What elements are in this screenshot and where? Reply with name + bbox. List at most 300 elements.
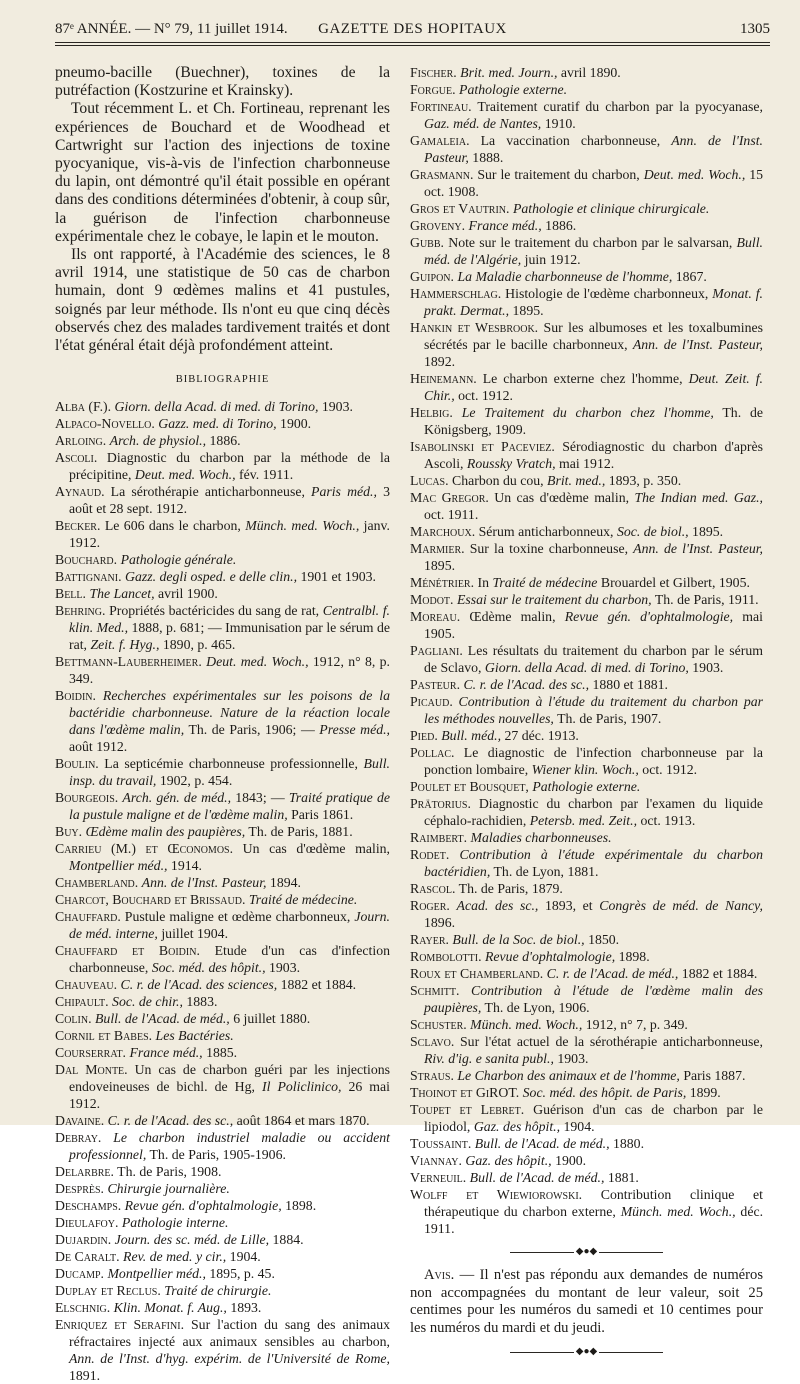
entry-text: Brouardel et Gilbert, 1905. [597, 575, 750, 590]
entry-author: Bouchard. [55, 552, 118, 568]
entry-text: Œdème malin, [460, 609, 565, 624]
entry-author: Courserrat. [55, 1045, 126, 1061]
entry-source: Gaz. méd. de Nantes, [424, 116, 542, 131]
entry-author: Rayer. [410, 932, 449, 947]
entry-text: 26 mai 1912. [69, 1079, 390, 1112]
entry-source: Contribution à l'étude expérimentale du charbon bactéridien, [424, 847, 764, 879]
entry-text: avril 1890. [557, 65, 621, 80]
entry-author: Debray. [55, 1130, 102, 1146]
bibliography-entry [410, 523, 763, 540]
entry-text: avril 1900. [154, 586, 218, 602]
entry-author: Pagliani. [410, 643, 463, 658]
entry-author: Boulin. [55, 756, 99, 772]
entry-text: Un cas d'œdème malin, [488, 490, 635, 505]
bibliography-entry [55, 1282, 390, 1299]
bibliography-entry [410, 217, 763, 234]
entry-text: 1910. [541, 116, 576, 131]
entry-text: 1914. [167, 858, 202, 874]
separator-ornament: ◆●◆ [410, 1241, 763, 1263]
entry-text: Sur les albumoses et les toxalbumines sécrétés par le bacille charbonneux, [424, 320, 763, 352]
entry-text: fév. 1911. [235, 467, 294, 483]
entry-author: Deschamps. [55, 1198, 122, 1214]
entry-source: Bull. méd. de l'Algérie, [424, 235, 763, 267]
entry-author: Sclavo. [410, 1034, 455, 1049]
entry-author: Becker. [55, 518, 101, 534]
entry-source: Deut. med. Woch., [643, 167, 746, 182]
entry-source: C. r. de l'Acad. des sc., [463, 677, 590, 692]
entry-text: Paris 1861. [287, 807, 354, 823]
entry-author: Chauffard. [55, 909, 121, 925]
entry-author: Dieulafoy. [55, 1215, 119, 1231]
entry-text: janv. 1912. [69, 518, 390, 551]
entry-text [449, 847, 459, 862]
bibliography-entry [410, 166, 763, 200]
article-paragraph: pneumo-bacille (Buechner), toxines de la putréfaction (Kostzurine et Krainsky). [55, 64, 390, 100]
header-rule-top [55, 42, 770, 43]
bibliography-entry [410, 1084, 763, 1101]
entry-text: 27 déc. 1913. [501, 728, 579, 743]
bibliography-entry [55, 1197, 390, 1214]
entry-text: Th. de Paris, 1879. [455, 881, 563, 896]
entry-text: Le diagnostic de l'infection charbonneuse par la ponction lombaire, [424, 745, 763, 777]
article-text [55, 64, 390, 355]
entry-text: La sérothérapie anticharbonneuse, [104, 484, 312, 500]
entry-source: Recherches expérimentales sur les poisons de la bactéridie charbonneuse. Nature de la réaction locale dans l'œdème malin, [69, 688, 390, 738]
entry-author: Fischer. [410, 65, 457, 80]
entry-author: Picaud. [410, 694, 453, 709]
entry-source: Les Bactéries. [155, 1028, 234, 1044]
entry-source: Brit. med., [547, 473, 606, 488]
article-paragraph: Tout récemment L. et Ch. Fortineau, reprenant les expériences de Bouchard et de Woodhead et Cartwright sur l'action des injections de toxine pyocyanique, vis-à-vis de l'infection charbonneuse du lapin, ont démontré qu'il était possible en opérant dans des conditions déterminées d'obtenir, à coup sûr, la guérison de l'infection charbonneuse expérimentale chez le cobaye, le lapin et le mouton. [55, 100, 390, 245]
entry-text: Sur l'action du sang des animaux réfractaires injecté aux animaux sensibles au charbon, [69, 1317, 390, 1350]
entry-author: Heinemann. [410, 371, 477, 386]
entry-source: Le charbon industriel maladie ou accident professionnel, [69, 1130, 390, 1163]
entry-source: Soc. méd. des hôpit., [151, 960, 266, 976]
entry-text: 1898. [615, 949, 650, 964]
bibliography-entry [55, 1129, 390, 1163]
entry-author: Bell. [55, 586, 86, 602]
entry-text: 15 oct. 1908. [424, 167, 763, 199]
entry-author: Modot. [410, 592, 454, 607]
notice-paragraph [410, 1267, 763, 1337]
entry-text: Sérodiagnostic du charbon d'après Ascoli, [424, 439, 763, 471]
entry-source: Klin. Monat. f. Aug., [113, 1300, 227, 1316]
bibliography-entry [410, 1101, 763, 1135]
entry-author: Ducamp. [55, 1266, 104, 1282]
entry-author: Alba (F.). [55, 399, 112, 415]
entry-text: août 1912. [69, 739, 128, 755]
entry-author: Roux et Chamberland. [410, 966, 544, 981]
entry-source: Münch. med. Woch., [620, 1204, 736, 1219]
entry-text: Th. de Paris, 1881. [245, 824, 353, 840]
entry-text: 1850. [584, 932, 620, 947]
bibliography-entry [55, 585, 390, 602]
entry-text: Sur la toxine charbonneuse, [464, 541, 634, 556]
entry-text: Le charbon externe chez l'homme, [476, 371, 689, 386]
entry-source: Bull. de la Soc. de biol., [452, 932, 585, 947]
entry-author: Pied. [410, 728, 438, 743]
entry-author: Guipon. [410, 269, 454, 284]
entry-source: Soc. de chir., [112, 994, 183, 1010]
entry-author: Wolff et Wiewiorowski. [410, 1187, 583, 1202]
entry-text: mai 1912. [555, 456, 615, 471]
entry-source: Paris méd., [311, 484, 377, 500]
bibliography-entry [55, 449, 390, 483]
bibliography-entry [410, 608, 763, 642]
entry-author: Rombolotti. [410, 949, 482, 964]
bibliography-entry [55, 398, 390, 415]
entry-text: Th. de Königsberg, 1909. [424, 405, 763, 437]
issue-info: 87ᵉ ANNÉE. — N° 79, 11 juillet 1914. [55, 21, 288, 37]
entry-text: Charbon du cou, [448, 473, 548, 488]
entry-source: Œdème malin des paupières, [85, 824, 246, 840]
entry-text: 1895. [688, 524, 724, 539]
entry-author: Chauveau. [55, 977, 118, 993]
bibliography-entry [55, 942, 390, 976]
entry-text: 1912, n° 8, p. 349. [69, 654, 391, 687]
entry-author: Duplay et Reclus. [55, 1283, 161, 1299]
bibliography-entry [410, 795, 763, 829]
entry-source: Ann. de l'Inst. d'hyg. expérim. de l'Université de Rome, [69, 1351, 390, 1367]
entry-text: Guérison d'un cas de charbon par le lipiodol, [424, 1102, 763, 1134]
entry-text: 1891. [69, 1368, 101, 1384]
entry-source: Arch. de physiol., [109, 433, 207, 449]
bibliography-entry [410, 1186, 763, 1237]
bibliography-entry [410, 1135, 763, 1152]
entry-source: Deut. Zeit. f. Chir., [424, 371, 763, 403]
entry-text: 1904. [226, 1249, 261, 1265]
entry-source: Montpellier méd., [107, 1266, 206, 1282]
entry-author: Hankin et Wesbrook. [410, 320, 539, 335]
entry-source: Gaz. des hôpit., [473, 1119, 561, 1134]
entry-author: Poulet et Bousquet, [410, 779, 529, 794]
entry-source: Deut. med. Woch., [134, 467, 236, 483]
entry-source: Bull. méd., [441, 728, 502, 743]
entry-text: 1903. [688, 660, 724, 675]
bibliography-entry [55, 976, 390, 993]
entry-text: 1900. [276, 416, 312, 432]
entry-source: C. r. de l'Acad. de méd., [546, 966, 679, 981]
entry-source: Essai sur le traitement du charbon, [456, 592, 652, 607]
entry-source: Pathologie et clinique chirurgicale. [512, 201, 710, 216]
entry-text: Etude d'un cas d'infection charbonneuse, [69, 943, 390, 976]
entry-source: Bull. de l'Acad. de méd., [474, 1136, 610, 1151]
bibliography-entry [55, 1316, 390, 1384]
entry-author: Isabolinski et Paceviez. [410, 439, 555, 454]
bibliography-entry [410, 1016, 763, 1033]
entry-text: Diagnostic du charbon par la méthode de la précipitine, [69, 450, 390, 483]
bibliography-entry [410, 676, 763, 693]
bibliography-entry [410, 319, 763, 370]
entry-source: Rev. de med. y cir., [123, 1249, 227, 1265]
entry-text: 3 août et 28 sept. 1912. [69, 484, 390, 517]
entry-author: Moreau. [410, 609, 461, 624]
bibliography-entry [410, 948, 763, 965]
entry-text: Th. de Paris, 1907. [553, 711, 662, 726]
entry-source: Centralbl. f. klin. Med., [69, 603, 390, 636]
entry-author: Marchoux. [410, 524, 476, 539]
entry-text: 1896. [424, 915, 456, 930]
entry-text: mai 1905. [424, 609, 763, 641]
entry-source: Gazz. med. di Torino, [158, 416, 277, 432]
entry-author: De Caralt. [55, 1249, 120, 1265]
entry-text: 1903. [318, 399, 353, 415]
entry-source: Journ. de méd. interne, [69, 909, 390, 942]
bibliography-entry [55, 1231, 390, 1248]
entry-author: Verneuil. [410, 1170, 467, 1185]
entry-author: Marmier. [410, 541, 465, 556]
entry-text: Th. de Paris, 1908. [113, 1164, 222, 1180]
entry-author: Boidin. [55, 688, 96, 704]
entry-text: 1895. [424, 558, 456, 573]
entry-text: 1890, p. 465. [159, 637, 236, 653]
entry-text: Paris 1887. [679, 1068, 746, 1083]
entry-text: 1883. [182, 994, 218, 1010]
entry-text: Traitement curatif du charbon par la pyocyanase, [471, 99, 763, 114]
entry-text: 6 juillet 1880. [229, 1011, 311, 1027]
entry-source: Il Policlinico, [262, 1079, 342, 1095]
entry-source: The Lancet, [89, 586, 155, 602]
entry-source: La Maladie charbonneuse de l'homme, [457, 269, 673, 284]
bibliography-entry [55, 687, 390, 755]
bibliography-entry [55, 551, 390, 568]
entry-text: 1901 et 1903. [297, 569, 376, 585]
entry-text: 1893, p. 350. [605, 473, 682, 488]
entry-source: Soc. méd. des hôpit. de Paris, [522, 1085, 687, 1100]
entry-source: France méd., [468, 218, 542, 233]
bibliography-entry [410, 931, 763, 948]
entry-text: La septicémie charbonneuse professionnelle, [98, 756, 364, 772]
bibliography-entry [410, 642, 763, 676]
entry-source: Ann. de l'Inst. Pasteur, [633, 541, 764, 556]
entry-text: Histologie de l'œdème charbonneux, [501, 286, 713, 301]
entry-author: Dujardin. [55, 1232, 112, 1248]
bibliography-list-right [410, 64, 763, 1237]
entry-text [101, 1130, 113, 1145]
entry-author: Raimbert. [410, 830, 468, 845]
entry-source: Giorn. della Acad. di med. di Torino, [114, 399, 319, 415]
bibliography-entry [55, 823, 390, 840]
bibliography-entry [410, 778, 763, 795]
entry-source: C. r. de l'Acad. des sc., [107, 1113, 234, 1129]
bibliography-entry [55, 1180, 390, 1197]
entry-text: 1894. [266, 875, 301, 891]
entry-source: Pathologie interne. [121, 1215, 229, 1231]
entry-text: 1881. [604, 1170, 639, 1185]
entry-author: Desprès. [55, 1181, 104, 1197]
entry-author: Roger. [410, 898, 450, 913]
entry-text: 1902, p. 454. [156, 773, 233, 789]
entry-source: Congrès de méd. de Nancy, [599, 898, 763, 913]
bibliography-entry [410, 370, 763, 404]
entry-source: Pathologie générale. [120, 552, 237, 568]
bibliography-entry [410, 1152, 763, 1169]
entry-source: Le Traitement du charbon chez l'homme, [461, 405, 714, 420]
entry-author: Chipault. [55, 994, 109, 1010]
left-column [55, 64, 391, 1384]
entry-text: Sérum anticharbonneux, [475, 524, 617, 539]
entry-author: Hammerschlag. [410, 286, 502, 301]
bibliography-entry [55, 840, 390, 874]
article-paragraph: Ils ont rapporté, à l'Académie des sciences, le 8 avril 1914, une statistique de 50 cas de charbon humain, dont 9 œdèmes malins et 41 pustules, soignés par leur méthode. Ils n'ont eu que cinq décès observés chez des malades tardivement traités et dont l'état général était déjà profondément atteint. [55, 246, 390, 355]
bibliography-entry [410, 285, 763, 319]
bibliography-entry [410, 81, 763, 98]
entry-author: Aynaud. [55, 484, 105, 500]
bibliography-heading: BIBLIOGRAPHIE [175, 374, 270, 386]
entry-author: Pasteur. [410, 677, 461, 692]
entry-author: Dal Monte. [55, 1062, 128, 1078]
entry-text [453, 405, 462, 420]
entry-source: France méd., [129, 1045, 203, 1061]
entry-source: Arch. gén. de méd., [122, 790, 232, 806]
entry-source: Petersb. med. Zeit., [529, 813, 638, 828]
entry-text: Note sur le traitement du charbon par le salvarsan, [443, 235, 737, 250]
bibliography-entry [410, 268, 763, 285]
entry-text: 1888, p. 681; — Immunisation par le sérum de rat, [69, 620, 390, 653]
entry-source: Bull. de l'Acad. de méd., [469, 1170, 605, 1185]
bibliography-entry [55, 891, 390, 908]
entry-text: oct. 1912. [638, 762, 698, 777]
entry-text: 1880 et 1881. [589, 677, 668, 692]
entry-text: Le 606 dans le charbon, [100, 518, 246, 534]
entry-text: 1886. [541, 218, 577, 233]
entry-author: Chamberland. [55, 875, 139, 891]
bibliography-entry [410, 1169, 763, 1186]
entry-author: Ménétrier. [410, 575, 475, 590]
entry-author: Elschnig. [55, 1300, 111, 1316]
bibliography-list-left [55, 398, 390, 1384]
bibliography-entry [410, 693, 763, 727]
entry-text: Th. de Paris, 1906; — [184, 722, 320, 738]
entry-author: Cornil et Babes. [55, 1028, 153, 1044]
entry-source: Presse méd., [319, 722, 391, 738]
entry-text: oct. 1913. [637, 813, 696, 828]
entry-source: Maladies charbonneuses. [470, 830, 612, 845]
entry-text [459, 983, 471, 998]
entry-author: Bettmann-Lauberheimer. [55, 654, 202, 670]
bibliography-entry [410, 540, 763, 574]
entry-source: Contribution à l'étude du traitement du charbon par les méthodes nouvelles, [424, 694, 763, 726]
bibliography-entry [55, 993, 390, 1010]
bibliography-entry [410, 1033, 763, 1067]
entry-text: 1882 et 1884. [678, 966, 758, 981]
entry-text: Contribution clinique et thérapeutique du charbon externe, [424, 1187, 763, 1219]
header-rule-bottom [55, 45, 770, 46]
entry-text: 1884. [269, 1232, 304, 1248]
bibliography-entry [410, 64, 763, 81]
entry-text: 1885. [202, 1045, 238, 1061]
entry-author: Grasmann. [410, 167, 474, 182]
entry-source: Münch. med. Woch., [245, 518, 360, 534]
entry-source: Münch. med. Woch., [470, 1017, 583, 1032]
entry-author: Mac Gregor. [410, 490, 489, 505]
entry-text [450, 898, 457, 913]
entry-author: Fortineau. [410, 99, 472, 114]
entry-source: Acad. des sc., [456, 898, 539, 913]
right-column [410, 64, 764, 1357]
bibliography-entry [55, 1163, 390, 1180]
bibliography-entry [55, 1299, 390, 1316]
entry-text: 1895, p. 45. [205, 1266, 275, 1282]
entry-text: oct. 1911. [424, 507, 479, 522]
entry-text: 1892. [424, 354, 456, 369]
entry-source: Traité pratique de la pustule maligne et de l'œdème malin, [69, 790, 390, 823]
entry-text: 1904. [560, 1119, 595, 1134]
entry-source: Giorn. della Acad. di med. di Torino, [484, 660, 689, 675]
entry-source: Monat. f. prakt. Dermat., [424, 286, 763, 318]
entry-author: Gubb. [410, 235, 444, 250]
entry-author: Buy. [55, 824, 83, 840]
bibliography-entry [55, 432, 390, 449]
bibliography-entry [410, 880, 763, 897]
entry-author: Lucas. [410, 473, 449, 488]
entry-text: 1903. [265, 960, 301, 976]
entry-text: Th. de Lyon, 1881. [490, 864, 599, 879]
bibliography-entry [410, 489, 763, 523]
entry-author: Rascol. [410, 881, 456, 896]
entry-source: Bull. de l'Acad. de méd., [95, 1011, 230, 1027]
entry-text: In [474, 575, 493, 590]
bibliography-entry [55, 568, 390, 585]
entry-source: Traité de chirurgie. [164, 1283, 272, 1299]
entry-text: Sur le traitement du charbon, [473, 167, 644, 182]
entry-author: Pollac. [410, 745, 455, 760]
bibliography-entry [55, 1010, 390, 1027]
entry-text: déc. 1911. [424, 1204, 764, 1236]
bibliography-entry [55, 1214, 390, 1231]
bibliography-entry [55, 517, 390, 551]
entry-text: 1882 et 1884. [277, 977, 357, 993]
notice-label: Avis. [424, 1267, 455, 1283]
entry-author: Delarbre. [55, 1164, 114, 1180]
bibliography-entry [55, 653, 390, 687]
entry-text [96, 688, 103, 703]
entry-author: Charcot, Bouchard et Brissaud. [55, 892, 246, 908]
bibliography-entry [55, 1112, 390, 1129]
entry-author: Davaine. [55, 1113, 105, 1129]
bibliography-entry [410, 438, 763, 472]
bibliography-entry [410, 829, 763, 846]
entry-source: C. r. de l'Acad. des sciences, [120, 977, 278, 993]
entry-source: Traité de médecine. [248, 892, 358, 908]
bibliography-entry [410, 982, 763, 1016]
entry-author: Gamaleia. [410, 133, 470, 148]
entry-source: Brit. med. Journ., [460, 65, 558, 80]
entry-text: 1900. [551, 1153, 587, 1168]
entry-author: Rodet. [410, 847, 450, 862]
entry-author: Bourgeois. [55, 790, 119, 806]
page-header [55, 18, 770, 40]
entry-source: Pathologie externe. [459, 82, 568, 97]
entry-author: Toupet et Lebret. [410, 1102, 525, 1117]
bibliography-entry [55, 1027, 390, 1044]
bibliography-entry [410, 234, 763, 268]
bibliography-entry [410, 404, 763, 438]
bibliography-entry [410, 965, 763, 982]
entry-author: Groveny. [410, 218, 466, 233]
entry-text: Diagnostic du charbon par l'examen du liquide céphalo-rachidien, [424, 796, 763, 828]
entry-text: Th. de Lyon, 1906. [481, 1000, 590, 1015]
bibliography-entry [410, 574, 763, 591]
entry-text: août 1864 et mars 1870. [233, 1113, 370, 1129]
entry-source: Wiener klin. Woch., [531, 762, 639, 777]
entry-text: 1867. [672, 269, 707, 284]
entry-author: Schmitt. [410, 983, 460, 998]
bibliography-entry [410, 846, 763, 880]
bibliography-entry [410, 132, 763, 166]
entry-text: oct. 1912. [454, 388, 513, 403]
entry-text: 1912, n° 7, p. 349. [582, 1017, 688, 1032]
